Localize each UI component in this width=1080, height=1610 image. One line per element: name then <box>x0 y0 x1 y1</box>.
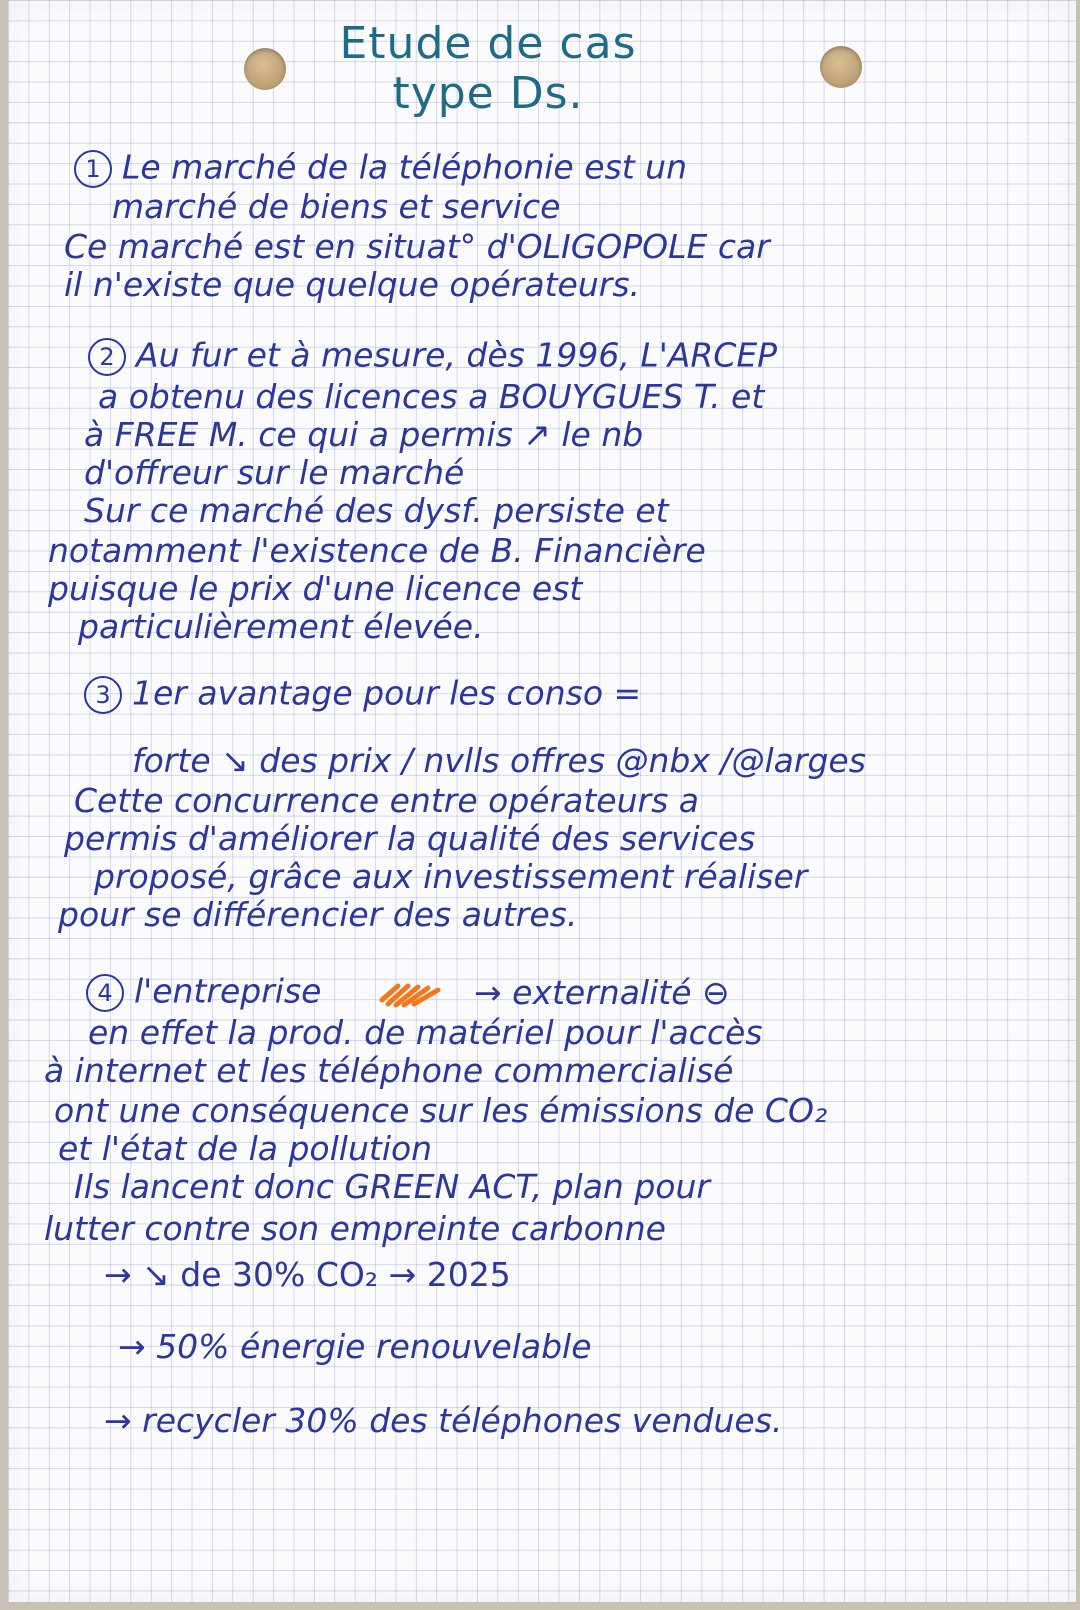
section-1-line-2: marché de biens et service <box>112 187 561 226</box>
section-3-text: 1er avantage pour les conso = <box>132 673 642 713</box>
notebook-page <box>8 0 1076 1602</box>
section-3-line-5: proposé, grâce aux investissement réaliser <box>94 857 808 896</box>
section-4-line-2: → externalité ⊖ <box>474 973 730 1012</box>
section-2-text: Au fur et à mesure, dès 1996, L'ARCEP <box>136 335 778 375</box>
section-3-line-1 <box>84 673 642 714</box>
section-4-line-7: Ils lancent donc GREEN ACT, plan pour <box>74 1167 710 1206</box>
section-2-number: 2 <box>88 338 126 376</box>
section-2-line-3: à FREE M. ce qui a permis ↗ le nb <box>84 415 644 454</box>
section-2-line-5: Sur ce marché des dysf. persiste et <box>84 491 669 530</box>
goal-line-co2: → ↘ de 30% CO₂ → 2025 <box>104 1255 511 1294</box>
section-4-number: 4 <box>86 974 124 1012</box>
section-3-line-6: pour se différencier des autres. <box>58 895 578 934</box>
section-4-line-4: à internet et les téléphone commercialisé <box>44 1051 734 1090</box>
section-1-line-4: il n'existe que quelque opérateurs. <box>64 265 641 304</box>
page-title-line-2: type Ds. <box>392 68 584 119</box>
orange-scribble-highlight <box>378 980 444 1008</box>
section-4-line-3: en effet la prod. de matériel pour l'accès <box>88 1013 763 1052</box>
section-2-line-1 <box>88 335 778 376</box>
section-2-line-8: particulièrement élevée. <box>78 607 484 646</box>
section-4-line-5: ont une conséquence sur les émissions de CO₂ <box>54 1091 828 1130</box>
page-title-line-1: Etude de cas <box>339 18 637 69</box>
section-3-number: 3 <box>84 676 122 714</box>
punch-hole-right <box>820 46 862 88</box>
section-2-line-4: d'offreur sur le marché <box>84 453 465 492</box>
section-2-line-2: a obtenu des licences a BOUYGUES T. et <box>98 377 765 416</box>
section-3-line-4: permis d'améliorer la qualité des services <box>64 819 756 858</box>
section-1-line-3: Ce marché est en situat° d'OLIGOPOLE car <box>64 227 770 266</box>
section-2-line-7: puisque le prix d'une licence est <box>48 569 583 608</box>
section-4-line-6: et l'état de la pollution <box>58 1129 433 1168</box>
section-3-line-2: forte ↘ des prix / nvlls offres @nbx /@larges <box>132 741 866 780</box>
section-3-line-3: Cette concurrence entre opérateurs a <box>74 781 699 820</box>
section-4-line-1 <box>86 971 322 1012</box>
punch-hole-left <box>244 48 286 90</box>
section-2-line-6: notamment l'existence de B. Financière <box>48 531 706 570</box>
section-4-text: l'entreprise <box>134 971 322 1011</box>
section-4-line-8: lutter contre son empreinte carbonne <box>44 1209 666 1248</box>
section-1-number: 1 <box>74 150 112 188</box>
goal-line-energy: → 50% énergie renouvelable <box>118 1327 592 1366</box>
goal-line-recycle: → recycler 30% des téléphones vendues. <box>104 1401 783 1440</box>
section-1-text: Le marché de la téléphonie est un <box>122 147 687 187</box>
section-1-line-1 <box>74 147 687 188</box>
